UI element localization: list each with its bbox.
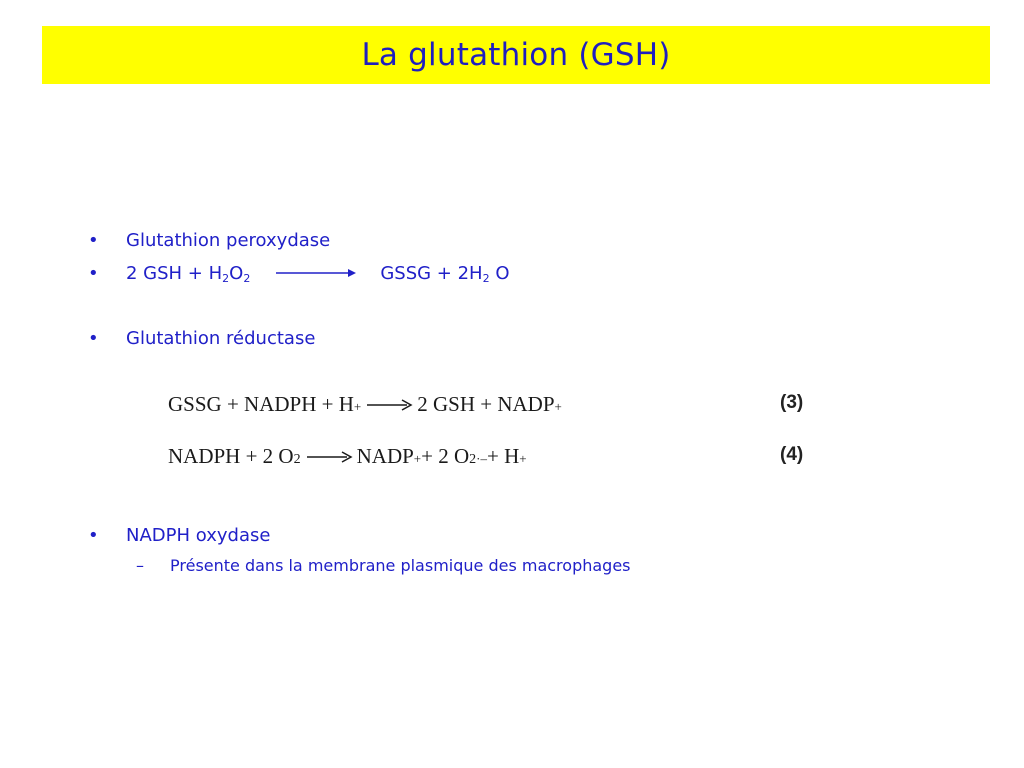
bullet-glyph: • [88, 230, 99, 251]
equation-lhs: 2 GSH + $H_2O_2$ [126, 263, 251, 285]
bullet-peroxydase-equation [88, 263, 509, 284]
bullet-glyph: • [88, 525, 99, 546]
reaction-arrow-icon [276, 267, 356, 279]
bullet-nadph-oxydase [88, 525, 270, 546]
title-bar [42, 26, 990, 84]
bullet-text: Glutathion peroxydase [126, 230, 331, 251]
bullet-glyph: • [88, 328, 99, 349]
bullet-glutathion-peroxydase [88, 230, 330, 251]
equation-3-number: (3) [780, 392, 804, 413]
page-title: La glutathion (GSH) [361, 37, 671, 73]
bullet-text: NADPH oxydase [126, 525, 271, 546]
reaction-arrow-icon [365, 399, 413, 411]
bullet-text: Glutathion réductase [126, 328, 316, 349]
sub-bullet-text: Présente dans la membrane plasmique des macrophages [170, 556, 631, 575]
bullet-glutathion-reductase [88, 328, 315, 349]
reaction-arrow-icon [305, 451, 353, 463]
bullet-glyph: • [88, 263, 99, 284]
equation-4-number: (4) [780, 444, 804, 465]
equation-rhs: GSSG + $2H_2$ O [380, 263, 510, 285]
sub-bullet-glyph: – [136, 556, 144, 575]
sub-bullet-macrophages [136, 556, 631, 575]
equation-4: NADPH + 2 O 2 NADP + + 2 O 2 ·– + H + [168, 444, 527, 468]
equation-3: GSSG + NADPH + H + 2 GSH + NADP + [168, 392, 562, 416]
reaction-equations-image [168, 386, 828, 486]
